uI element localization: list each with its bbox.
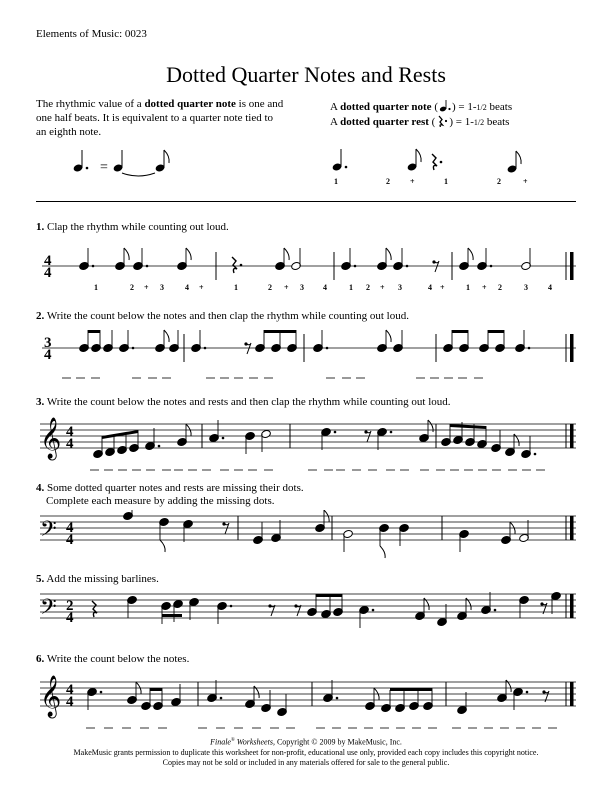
definition-rest xyxy=(330,115,590,130)
footer-reg: ® xyxy=(230,738,235,743)
beam xyxy=(150,688,162,691)
exercise-number: 1. xyxy=(36,221,45,233)
note xyxy=(457,692,468,715)
quarter-rest xyxy=(92,601,97,617)
eighth-rest xyxy=(224,523,229,534)
note xyxy=(145,428,161,451)
note xyxy=(519,595,530,618)
footer-line-3: Copies may not be sold or included in any materials offered for sale to the general public. xyxy=(162,757,450,767)
note xyxy=(457,598,472,621)
def-text: beats xyxy=(484,116,510,128)
flag xyxy=(386,248,391,260)
note xyxy=(271,330,282,353)
count-label: + xyxy=(380,283,385,292)
exercise-number: 6. xyxy=(36,653,45,665)
note xyxy=(491,430,502,453)
ex1-counts xyxy=(94,283,552,292)
note xyxy=(521,436,537,459)
eighth-rest xyxy=(246,343,251,354)
dot xyxy=(372,609,375,612)
note xyxy=(459,330,470,353)
footer-copyright: , Copyright © 2009 by MakeMusic, Inc. xyxy=(272,737,402,747)
count-label: 4 xyxy=(323,283,327,292)
note xyxy=(307,594,318,617)
counting-demo xyxy=(322,145,552,193)
dot xyxy=(406,265,409,268)
dot xyxy=(220,697,223,700)
count-label: 1 xyxy=(349,283,353,292)
section-divider xyxy=(36,201,576,202)
note xyxy=(177,424,192,447)
note xyxy=(91,330,102,353)
count-label: 3 xyxy=(300,283,304,292)
exercise-3-instruction xyxy=(36,396,576,409)
note xyxy=(477,248,493,271)
ex1-notes xyxy=(79,248,532,273)
dot xyxy=(240,264,243,267)
note xyxy=(441,424,452,447)
def-fraction: 1/2 xyxy=(473,118,485,127)
note xyxy=(261,690,272,713)
note xyxy=(393,248,409,271)
count-label: 1 xyxy=(466,283,470,292)
time-signature-bottom: 4 xyxy=(44,265,52,281)
note xyxy=(321,596,332,619)
def-term: dotted quarter note xyxy=(340,101,432,113)
copyright-footer xyxy=(0,736,612,768)
beam xyxy=(450,424,486,429)
note xyxy=(127,595,138,618)
note xyxy=(313,330,329,353)
time-signature-bottom: 4 xyxy=(66,610,74,626)
count-label: 2 xyxy=(130,283,134,292)
note xyxy=(271,520,282,543)
time-signature-top: 4 xyxy=(66,520,74,536)
worksheet-id: Elements of Music: 0023 xyxy=(36,28,147,40)
note xyxy=(333,594,344,617)
beam xyxy=(264,330,296,333)
note xyxy=(79,330,90,353)
exercise-2-rhythm xyxy=(36,328,581,388)
footer-brand: Finale xyxy=(210,737,231,747)
final-barline xyxy=(570,516,574,540)
note xyxy=(365,688,380,711)
note xyxy=(183,519,194,542)
note xyxy=(253,522,264,545)
dot xyxy=(534,453,537,456)
final-barline xyxy=(570,682,574,706)
note xyxy=(495,330,506,353)
dot xyxy=(494,609,497,612)
note xyxy=(161,601,172,624)
flag xyxy=(164,330,169,342)
dot xyxy=(526,691,529,694)
treble-clef-icon: 𝄞 xyxy=(40,418,62,458)
note xyxy=(393,330,404,353)
exercise-text: Write the count below the notes and then clap the rhythm while counting out loud. xyxy=(46,310,409,322)
exercise-5-staff xyxy=(36,588,581,638)
def-text: ( xyxy=(428,116,436,128)
time-signature-bottom: 4 xyxy=(66,532,74,548)
note xyxy=(115,248,130,271)
footer-brand-suffix: Worksheets xyxy=(234,737,273,747)
dot xyxy=(158,445,161,448)
note xyxy=(245,431,256,454)
flag xyxy=(284,248,289,260)
treble-clef-icon: 𝄞 xyxy=(40,676,62,716)
time-signature-top: 4 xyxy=(44,253,52,269)
note xyxy=(519,520,530,543)
dot xyxy=(204,347,207,350)
note xyxy=(521,248,532,271)
exercise-3-staff xyxy=(36,412,581,474)
dot xyxy=(132,347,135,350)
note xyxy=(419,420,434,443)
demo-count: + xyxy=(410,177,415,186)
exercise-number: 5. xyxy=(36,573,45,585)
dot xyxy=(222,437,225,440)
exercise-4-staff xyxy=(36,510,581,560)
note xyxy=(479,330,490,353)
final-barline xyxy=(570,334,574,362)
exercise-text: Some dotted quarter notes and rests are missing their dots. xyxy=(47,482,304,494)
intro-term: dotted quarter note xyxy=(144,98,236,110)
note xyxy=(315,510,330,533)
quarter-rest xyxy=(232,257,237,273)
dot xyxy=(390,431,393,434)
note xyxy=(399,523,410,546)
count-label: 4 xyxy=(428,283,432,292)
note xyxy=(459,248,474,271)
note xyxy=(321,427,337,450)
note xyxy=(189,597,200,620)
note xyxy=(123,510,134,521)
flag xyxy=(160,540,165,552)
note xyxy=(169,330,180,353)
note xyxy=(245,686,260,709)
def-term: dotted quarter rest xyxy=(340,116,429,128)
count-label: + xyxy=(144,283,149,292)
dot xyxy=(334,431,337,434)
exercise-2-instruction xyxy=(36,310,576,323)
time-signature-bottom: 4 xyxy=(44,347,52,363)
time-signature-top: 3 xyxy=(44,335,52,351)
def-fraction: 1/2 xyxy=(476,103,487,112)
footer-line-2: MakeMusic grants permission to duplicate this worksheet for non-profit, educational use only, provided each copy includes this copyright notice. xyxy=(73,747,539,757)
note xyxy=(359,605,375,628)
note xyxy=(323,680,339,703)
dot xyxy=(528,347,531,350)
note xyxy=(177,248,192,271)
count-label: 4 xyxy=(548,283,552,292)
intro-text-c: is one and one half beats. It is equivalent to a quarter note tied to an eighth note. xyxy=(36,98,284,138)
note xyxy=(443,330,454,353)
dot xyxy=(230,605,233,608)
flag xyxy=(386,330,391,342)
exercise-5-instruction xyxy=(36,573,576,586)
note xyxy=(255,330,266,353)
final-barline xyxy=(570,252,574,280)
exercise-1-rhythm xyxy=(36,240,581,295)
ex6-notes xyxy=(87,680,574,717)
def-text: ( xyxy=(431,101,438,113)
note xyxy=(155,330,170,353)
staff-lines xyxy=(40,682,576,706)
demo-count: 2 xyxy=(497,177,501,186)
beam xyxy=(162,614,182,617)
equivalence-diagram xyxy=(60,145,200,185)
ex3-notes xyxy=(93,420,574,459)
time-signature-top: 2 xyxy=(66,598,74,614)
note xyxy=(133,248,149,271)
count-label: 1 xyxy=(94,283,98,292)
ex5-notes xyxy=(92,591,574,628)
count-label: + xyxy=(199,283,204,292)
dot xyxy=(100,691,103,694)
exercise-6-staff xyxy=(36,670,581,732)
note xyxy=(343,529,354,552)
intro-text-a: The rhythmic value of a xyxy=(36,98,145,110)
final-barline xyxy=(570,594,574,618)
note xyxy=(377,248,392,271)
final-barline xyxy=(570,424,574,448)
note xyxy=(287,330,298,353)
note xyxy=(437,604,448,627)
note xyxy=(551,591,562,614)
eighth-rest xyxy=(434,261,439,272)
note xyxy=(381,690,392,713)
note xyxy=(513,687,529,710)
footer-line-1 xyxy=(0,736,612,748)
note xyxy=(141,688,152,711)
beam xyxy=(390,688,432,691)
dot xyxy=(490,265,493,268)
page-title: Dotted Quarter Notes and Rests xyxy=(166,62,446,87)
definitions xyxy=(330,100,590,130)
eighth-rest xyxy=(366,431,371,442)
def-text: beats xyxy=(486,101,513,113)
note xyxy=(191,330,207,353)
eighth-rest xyxy=(296,605,301,616)
note xyxy=(261,429,272,452)
note xyxy=(377,330,392,353)
count-label: 4 xyxy=(185,283,189,292)
note xyxy=(171,684,182,707)
count-label: 3 xyxy=(160,283,164,292)
def-text: A xyxy=(330,116,341,128)
count-label: + xyxy=(482,283,487,292)
note xyxy=(415,598,430,621)
note xyxy=(459,529,470,552)
dotted-quarter-note-icon xyxy=(438,100,452,112)
count-label: + xyxy=(440,283,445,292)
flag xyxy=(380,546,385,558)
note xyxy=(87,687,103,710)
note xyxy=(501,522,516,545)
dot xyxy=(354,265,357,268)
eighth-rest xyxy=(270,605,275,616)
time-signature-bottom: 4 xyxy=(66,694,74,710)
demo-count: 2 xyxy=(386,177,390,186)
exercise-number: 2. xyxy=(36,310,45,322)
bass-clef-icon: 𝄢 xyxy=(40,517,57,546)
exercise-6-instruction xyxy=(36,653,576,666)
staff-lines xyxy=(40,516,576,540)
note xyxy=(395,690,406,713)
count-label: 2 xyxy=(366,283,370,292)
dot xyxy=(146,265,149,268)
demo-count: 1 xyxy=(444,177,448,186)
exercise-number: 3. xyxy=(36,396,45,408)
time-signature-bottom: 4 xyxy=(66,436,74,452)
note xyxy=(291,248,302,271)
demo-count: + xyxy=(523,177,528,186)
flag xyxy=(124,248,129,260)
exercise-text: Write the count below the notes. xyxy=(46,653,190,665)
note xyxy=(477,426,488,449)
note xyxy=(423,688,434,711)
exercise-number: 4. xyxy=(36,482,45,494)
beam xyxy=(88,330,100,333)
note xyxy=(377,427,393,450)
count-label: 2 xyxy=(268,283,272,292)
bass-clef-icon: 𝄢 xyxy=(40,595,57,624)
note xyxy=(515,330,531,353)
note xyxy=(481,592,497,615)
exercise-text: Write the count below the notes and rests and then clap the rhythm while counting out loud. xyxy=(46,396,451,408)
def-text: A xyxy=(330,101,341,113)
definition-note xyxy=(330,100,590,115)
beam xyxy=(316,594,342,597)
dot xyxy=(326,347,329,350)
note xyxy=(159,517,170,552)
dot xyxy=(336,697,339,700)
demo-count: 1 xyxy=(334,177,338,186)
note xyxy=(379,523,390,558)
time-signature-top: 4 xyxy=(66,424,74,440)
note xyxy=(119,330,135,353)
note xyxy=(341,248,357,271)
flag xyxy=(468,248,473,260)
note xyxy=(173,599,184,622)
note xyxy=(103,330,114,353)
exercise-4-instruction xyxy=(36,482,576,508)
flag xyxy=(186,248,191,260)
note xyxy=(127,682,142,705)
note xyxy=(505,434,520,457)
count-label: + xyxy=(284,283,289,292)
note xyxy=(277,694,288,717)
time-signature-top: 4 xyxy=(66,682,74,698)
def-text: ) = 1- xyxy=(451,101,477,113)
note xyxy=(217,601,233,624)
dot xyxy=(92,265,95,268)
count-label: 1 xyxy=(234,283,238,292)
count-label: 2 xyxy=(498,283,502,292)
exercise-text: Clap the rhythm while counting out loud. xyxy=(47,221,229,233)
note xyxy=(79,248,95,271)
note xyxy=(93,436,104,459)
note xyxy=(209,420,225,443)
intro-paragraph xyxy=(36,97,286,139)
beam xyxy=(102,430,138,439)
exercise-text: Complete each measure by adding the missing dots. xyxy=(46,495,275,507)
count-label: 3 xyxy=(524,283,528,292)
dotted-quarter-rest-icon xyxy=(435,115,449,127)
note xyxy=(153,688,164,711)
note xyxy=(409,688,420,711)
exercise-1-instruction xyxy=(36,221,576,234)
svg-text:=: = xyxy=(100,160,108,175)
beam xyxy=(452,330,468,333)
def-text: ) = 1- xyxy=(449,116,474,128)
count-label: 3 xyxy=(398,283,402,292)
beam xyxy=(488,330,504,333)
note xyxy=(497,680,512,703)
note xyxy=(275,248,290,271)
note xyxy=(207,680,223,703)
exercise-text: Add the missing barlines. xyxy=(46,573,159,585)
